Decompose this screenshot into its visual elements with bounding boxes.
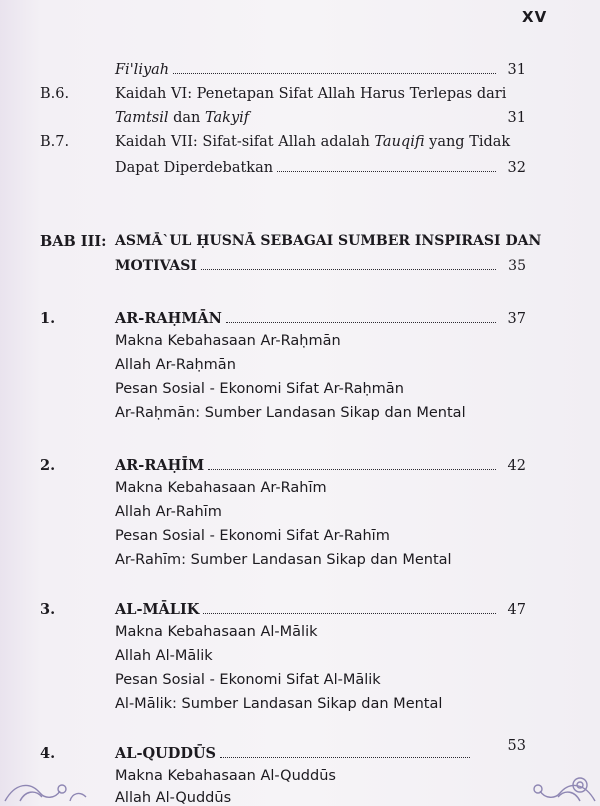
subsection-item[interactable]: Pesan Sosial - Ekonomi Sifat Al-Mālik <box>115 672 381 688</box>
section-title: AL-MĀLIK <box>115 601 200 618</box>
section-title: AL-QUDDŪS <box>115 745 217 762</box>
leader-dots <box>277 171 496 172</box>
section-page: 37 <box>507 311 526 327</box>
section-entry[interactable] <box>115 457 526 474</box>
entry-page: 31 <box>507 62 526 78</box>
subsection-item[interactable]: Allah Ar-Raḥmān <box>115 357 236 373</box>
section-number: 4. <box>40 745 56 762</box>
page-number: XV <box>522 8 548 26</box>
leader-dots <box>173 73 496 74</box>
entry-label: B.7. <box>40 134 70 150</box>
subsection-item[interactable]: Al-Mālik: Sumber Landasan Sikap dan Mental <box>115 696 443 712</box>
subsection-item[interactable]: Makna Kebahasaan Ar-Rahīm <box>115 480 327 496</box>
subsection-item[interactable]: Pesan Sosial - Ekonomi Sifat Ar-Rahīm <box>115 528 390 544</box>
subsection-item[interactable]: Ar-Rahīm: Sumber Landasan Sikap dan Mental <box>115 552 452 568</box>
chapter-page: 35 <box>508 258 526 274</box>
chapter-title: MOTIVASI <box>115 258 197 274</box>
toc-entry[interactable] <box>115 110 526 126</box>
section-number: 3. <box>40 601 56 618</box>
chapter-title-line[interactable]: ASMĀ`UL ḤUSNĀ SEBAGAI SUMBER INSPIRASI DAN <box>115 233 542 249</box>
entry-label: B.6. <box>40 86 70 102</box>
subsection-item[interactable]: Makna Kebahasaan Al-Quddūs <box>115 768 336 784</box>
leader-dots <box>201 269 496 270</box>
floral-ornament-icon <box>510 763 600 803</box>
subsection-item[interactable]: Makna Kebahasaan Ar-Raḥmān <box>115 333 341 349</box>
section-entry[interactable] <box>115 601 526 618</box>
entry-title-line[interactable]: Kaidah VII: Sifat-sifat Allah adalah Tauqifi yang Tidak <box>115 134 511 150</box>
section-page: 53 <box>507 738 526 754</box>
section-number: 2. <box>40 457 56 474</box>
entry-title: Tamtsil dan Takyif <box>115 110 250 126</box>
leader-dots <box>208 469 496 470</box>
subsection-item[interactable]: Allah Al-Quddūs <box>115 790 232 806</box>
subsection-item[interactable]: Pesan Sosial - Ekonomi Sifat Ar-Raḥmān <box>115 381 404 397</box>
section-page: 47 <box>507 602 526 618</box>
leader-dots <box>226 322 496 323</box>
section-entry[interactable] <box>115 310 526 327</box>
section-page: 42 <box>507 458 526 474</box>
floral-ornament-icon <box>0 763 90 803</box>
entry-title: Fi'liyah <box>115 62 170 78</box>
section-number: 1. <box>40 310 56 327</box>
entry-title-line[interactable]: Kaidah VI: Penetapan Sifat Allah Harus Terlepas dari <box>115 86 507 102</box>
entry-title: Dapat Diperdebatkan <box>115 160 274 176</box>
section-title: AR-RAḤĪM <box>115 457 205 474</box>
subsection-item[interactable]: Makna Kebahasaan Al-Mālik <box>115 624 318 640</box>
entry-page: 32 <box>507 160 526 176</box>
chapter-entry[interactable] <box>115 258 526 274</box>
subsection-item[interactable]: Allah Ar-Rahīm <box>115 504 222 520</box>
leader-dots <box>220 757 470 758</box>
chapter-label: BAB III: <box>40 233 107 250</box>
toc-entry[interactable] <box>115 62 526 78</box>
subsection-item[interactable]: Allah Al-Mālik <box>115 648 213 664</box>
leader-dots <box>203 613 496 614</box>
section-entry[interactable] <box>115 738 526 762</box>
subsection-item[interactable]: Ar-Raḥmān: Sumber Landasan Sikap dan Mental <box>115 405 466 421</box>
entry-page: 31 <box>507 110 526 126</box>
toc-entry[interactable] <box>115 160 526 176</box>
section-title: AR-RAḤMĀN <box>115 310 222 327</box>
